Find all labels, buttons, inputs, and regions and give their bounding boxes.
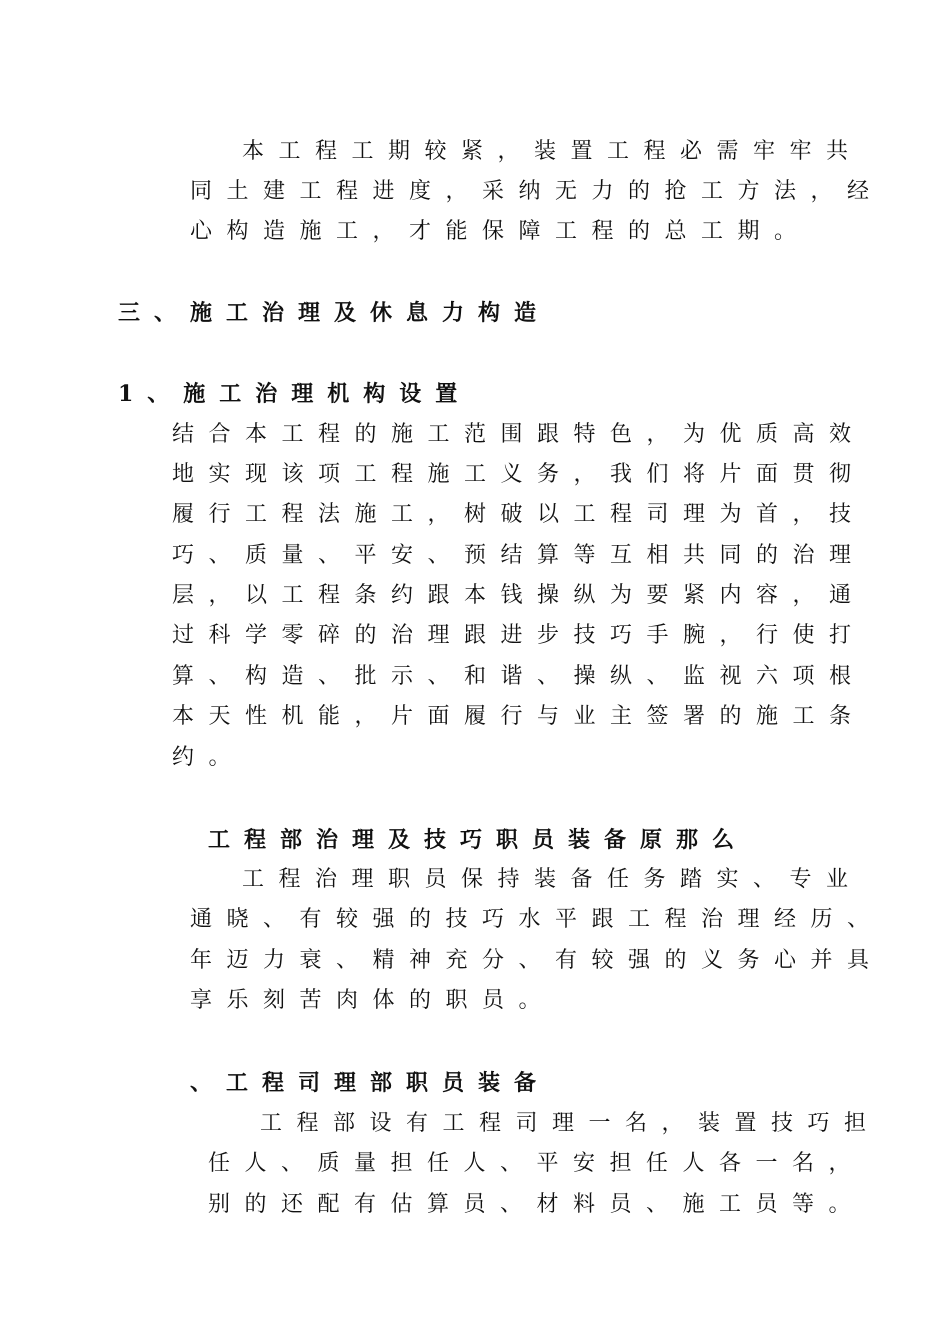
sub1-line-4: 巧、质量、平安、预结算等互相共同的治理 bbox=[172, 543, 866, 568]
sub1-line-5: 层，以工程条约跟本钱操纵为要紧内容，通 bbox=[172, 583, 866, 608]
intro-line-3: 心构造施工，才能保障工程的总工期。 bbox=[190, 219, 811, 244]
intro-line-1: 本工程工期较紧，装置工程必需牢牢共 bbox=[242, 139, 863, 164]
sub1-line-9: 约。 bbox=[172, 745, 246, 770]
sub1-line-8: 本天性机能，片面履行与业主签署的施工条 bbox=[172, 704, 866, 729]
subsection-1-title: 1、施工治理机构设置 bbox=[118, 381, 472, 407]
section-3-title: 三、施工治理及休息力构造 bbox=[118, 300, 551, 326]
principle-line-2: 通晓、有较强的技巧水平跟工程治理经历、 bbox=[190, 907, 884, 932]
principle-line-1: 工程治理职员保持装备任务踏实、专业 bbox=[242, 867, 863, 892]
staffing-line-1: 工程部设有工程司理一名，装置技巧担 bbox=[260, 1111, 881, 1136]
sub1-line-6: 过科学零碎的治理跟进步技巧手腕，行使打 bbox=[172, 623, 866, 648]
principle-line-3: 年迈力衰、精神充分、有较强的义务心并具 bbox=[190, 948, 884, 973]
sub1-line-1: 结合本工程的施工范围跟特色，为优质高效 bbox=[172, 422, 866, 447]
staffing-title: 、工程司理部职员装备 bbox=[190, 1070, 551, 1096]
principle-line-4: 享乐刻苦肉体的职员。 bbox=[190, 988, 556, 1013]
staffing-line-2: 任人、质量担任人、平安担任人各一名， bbox=[208, 1151, 866, 1176]
sub1-line-3: 履行工程法施工，树破以工程司理为首，技 bbox=[172, 502, 866, 527]
sub1-line-2: 地实现该项工程施工义务，我们将片面贯彻 bbox=[172, 462, 866, 487]
principle-title: 工程部治理及技巧职员装备原那么 bbox=[208, 827, 749, 853]
intro-line-2: 同土建工程进度，采纳无力的抢工方法，经 bbox=[190, 179, 884, 204]
sub1-line-7: 算、构造、批示、和谐、操纵、监视六项根 bbox=[172, 664, 866, 689]
staffing-line-3: 别的还配有估算员、材料员、施工员等。 bbox=[208, 1192, 866, 1217]
